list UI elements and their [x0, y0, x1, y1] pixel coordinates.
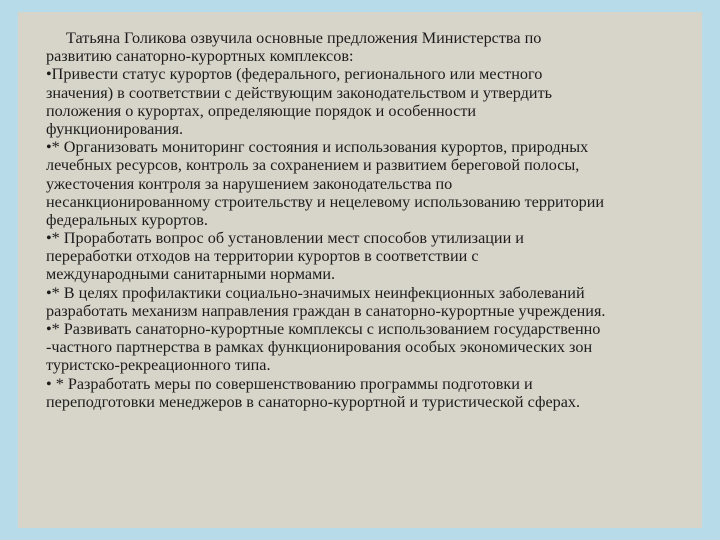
text-line: функционирования.: [46, 119, 184, 138]
text-line: развитию санаторно-курортных комплексов:: [46, 47, 354, 66]
bullet-6-line: • * Разработать меры по совершенствованию программы подготовки и: [46, 374, 533, 393]
text-line: -частного партнерства в рамках функционирования особых экономических зон: [46, 338, 593, 357]
text-line-intro: Татьяна Голикова озвучила основные предложения Министерства по: [66, 29, 542, 47]
bullet-3-line: •* Проработать вопрос об установлении мест способов утилизации и: [46, 229, 524, 248]
text-line: переработки отходов на территории курортов в соответствии с: [46, 247, 479, 266]
content-panel: [18, 12, 702, 528]
text-line: значения) в соответствии с действующим законодательством и утвердить: [46, 83, 553, 102]
bullet-5-line: •* Развивать санаторно-курортные комплексы с использованием государственно: [46, 320, 601, 338]
text-line: ужесточения контроля за нарушением законодательства по: [46, 174, 453, 193]
text-line: международными санитарными нормами.: [46, 265, 336, 284]
bullet-4-line: •* В целях профилактики социально-значимых неинфекционных заболеваний: [46, 283, 585, 302]
text-line: туристско-рекреационного типа.: [46, 356, 271, 375]
text-line: положения о курортах, определяющие порядок и особенности: [46, 101, 477, 120]
body-text: [46, 29, 676, 411]
text-line: разработать механизм направления граждан в санаторно-курортные учреждения.: [46, 301, 606, 320]
bullet-2-line: •* Организовать мониторинг состояния и использования курортов, природных: [46, 138, 589, 157]
text-line: лечебных ресурсов, контроль за сохранением и развитием береговой полосы,: [46, 156, 580, 175]
text-line: переподготовки менеджеров в санаторно-курортной и туристической сферах.: [46, 392, 581, 411]
text-line: несанкционированному строительству и нецелевому использованию территории: [46, 192, 605, 211]
bullet-1-line: •Привести статус курортов (федерального, регионального или местного: [46, 65, 543, 84]
text-line: федеральных курортов.: [46, 210, 208, 229]
